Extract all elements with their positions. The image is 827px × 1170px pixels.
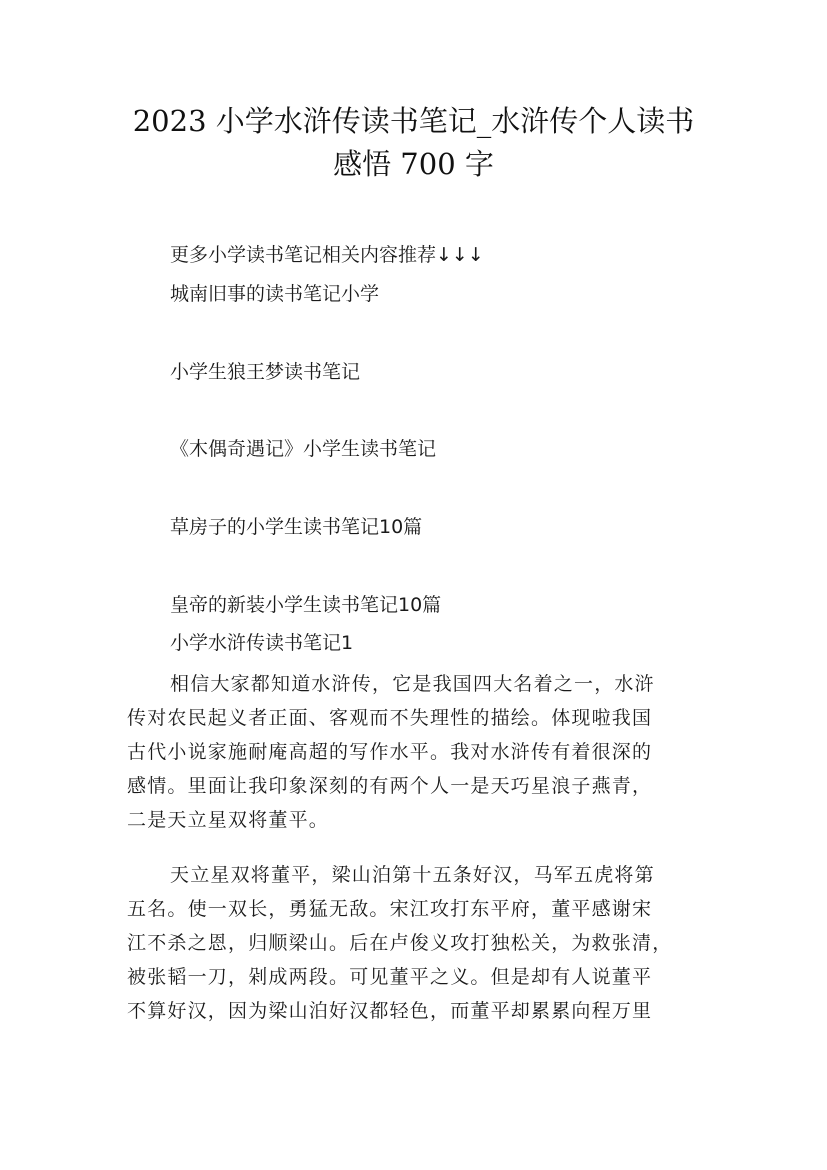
paragraph-line: 五名。使一双长，勇猛无敌。宋江攻打东平府，董平感谢宋 — [127, 898, 653, 920]
paragraph-line: 感情。里面让我印象深刻的有两个人一是天巧星浪子燕青， — [127, 775, 653, 797]
paragraph-line: 被张韬一刀，剁成两段。可见董平之义。但是却有人说董平 — [127, 966, 653, 988]
recommend-heading: 更多小学读书笔记相关内容推荐↓↓↓ — [170, 244, 484, 266]
paragraph-line: 二是天立星双将董平。 — [127, 809, 330, 831]
paragraph-line: 相信大家都知道水浒传，它是我国四大名着之一，水浒 — [170, 673, 655, 695]
document-title — [100, 100, 727, 186]
recommend-link-3[interactable]: 《木偶奇遇记》小学生读书笔记 — [170, 438, 437, 460]
title-line-1: 2023 小学水浒传读书笔记_水浒传个人读书 — [132, 104, 695, 138]
recommend-link-1[interactable]: 城南旧事的读书笔记小学 — [170, 283, 380, 305]
paragraph-line: 古代小说家施耐庵高超的写作水平。我对水浒传有着很深的 — [127, 741, 653, 763]
paragraph-line: 不算好汉，因为梁山泊好汉都轻色，而董平却累累向程万里 — [127, 1000, 653, 1022]
title-line-2: 感悟 700 字 — [333, 147, 494, 181]
paragraph-1 — [127, 667, 707, 837]
section-title: 小学水浒传读书笔记1 — [170, 632, 354, 654]
paragraph-line: 江不杀之恩，归顺梁山。后在卢俊义攻打独松关，为救张清， — [127, 932, 673, 954]
recommend-link-5[interactable]: 皇帝的新装小学生读书笔记10篇 — [170, 594, 442, 616]
recommend-link-4[interactable]: 草房子的小学生读书笔记10篇 — [170, 516, 423, 538]
recommend-link-2[interactable]: 小学生狼王梦读书笔记 — [170, 361, 361, 383]
paragraph-line: 天立星双将董平，梁山泊第十五条好汉，马军五虎将第 — [170, 864, 655, 886]
paragraph-2 — [127, 858, 707, 1028]
paragraph-line: 传对农民起义者正面、客观而不失理性的描绘。体现啦我国 — [127, 707, 653, 729]
